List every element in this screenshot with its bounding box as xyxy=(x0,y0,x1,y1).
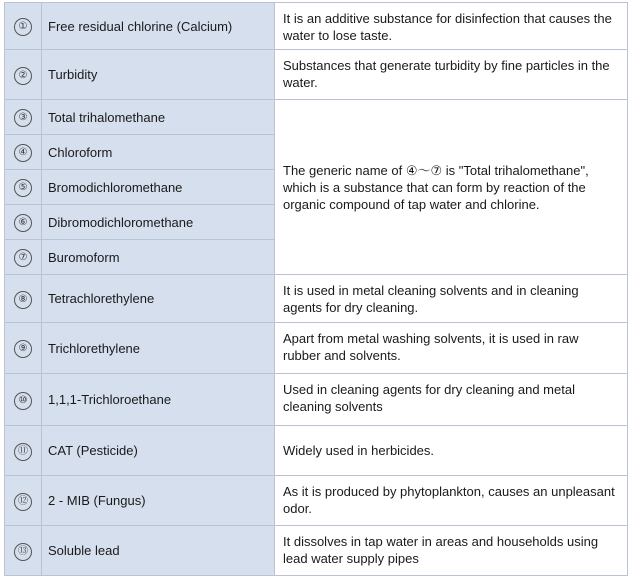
row-number xyxy=(5,476,42,526)
trihalomethane-description: The generic name of ④～⑦ is "Total trihalomethane", which is a substance that can form by reaction of the organic compound of tap water and chlorine. xyxy=(275,100,628,275)
circled-number: ⑦ xyxy=(14,249,32,267)
table-row xyxy=(5,50,628,100)
table-row xyxy=(5,526,628,576)
row-number xyxy=(5,50,42,100)
circled-number: ⑫ xyxy=(14,493,32,511)
substance-description: Apart from metal washing solvents, it is used in raw rubber and solvents. xyxy=(275,323,628,374)
substance-name: Free residual chlorine (Calcium) xyxy=(42,3,275,50)
row-number xyxy=(5,100,42,135)
table-row xyxy=(5,3,628,50)
substance-description: As it is produced by phytoplankton, causes an unpleasant odor. xyxy=(275,476,628,526)
substance-description: It is an additive substance for disinfection that causes the water to lose taste. xyxy=(275,3,628,50)
table-row xyxy=(5,323,628,374)
row-number xyxy=(5,205,42,240)
substance-name: Turbidity xyxy=(42,50,275,100)
substance-name: 2 - MIB (Fungus) xyxy=(42,476,275,526)
table-row xyxy=(5,275,628,323)
circled-number: ⑤ xyxy=(14,179,32,197)
circled-number: ⑨ xyxy=(14,340,32,358)
row-number xyxy=(5,323,42,374)
substance-name: Dibromodichloromethane xyxy=(42,205,275,240)
substance-name: 1,1,1-Trichloroethane xyxy=(42,374,275,426)
substance-name: Bromodichloromethane xyxy=(42,170,275,205)
substance-description: It is used in metal cleaning solvents and in cleaning agents for dry cleaning. xyxy=(275,275,628,323)
row-number xyxy=(5,275,42,323)
table-row xyxy=(5,476,628,526)
circled-number: ⑧ xyxy=(14,291,32,309)
circled-number: ③ xyxy=(14,109,32,127)
substance-name: Tetrachlorethylene xyxy=(42,275,275,323)
row-number xyxy=(5,526,42,576)
substance-name: Chloroform xyxy=(42,135,275,170)
circled-number: ⑬ xyxy=(14,543,32,561)
circled-number: ⑩ xyxy=(14,392,32,410)
circled-number: ⑪ xyxy=(14,443,32,461)
substance-description: Substances that generate turbidity by fine particles in the water. xyxy=(275,50,628,100)
row-number xyxy=(5,135,42,170)
row-number xyxy=(5,374,42,426)
table-row xyxy=(5,426,628,476)
substance-name: Trichlorethylene xyxy=(42,323,275,374)
circled-number: ② xyxy=(14,67,32,85)
row-number xyxy=(5,240,42,275)
substance-description: Widely used in herbicides. xyxy=(275,426,628,476)
circled-number: ④ xyxy=(14,144,32,162)
substance-name: CAT (Pesticide) xyxy=(42,426,275,476)
substance-name: Buromoform xyxy=(42,240,275,275)
row-number xyxy=(5,170,42,205)
substance-name: Total trihalomethane xyxy=(42,100,275,135)
row-number xyxy=(5,3,42,50)
table-row xyxy=(5,374,628,426)
circled-number: ① xyxy=(14,18,32,36)
substance-description: Used in cleaning agents for dry cleaning and metal cleaning solvents xyxy=(275,374,628,426)
substance-description: It dissolves in tap water in areas and households using lead water supply pipes xyxy=(275,526,628,576)
row-number xyxy=(5,426,42,476)
table-row xyxy=(5,100,628,135)
water-quality-table xyxy=(4,2,628,576)
circled-number: ⑥ xyxy=(14,214,32,232)
substance-name: Soluble lead xyxy=(42,526,275,576)
